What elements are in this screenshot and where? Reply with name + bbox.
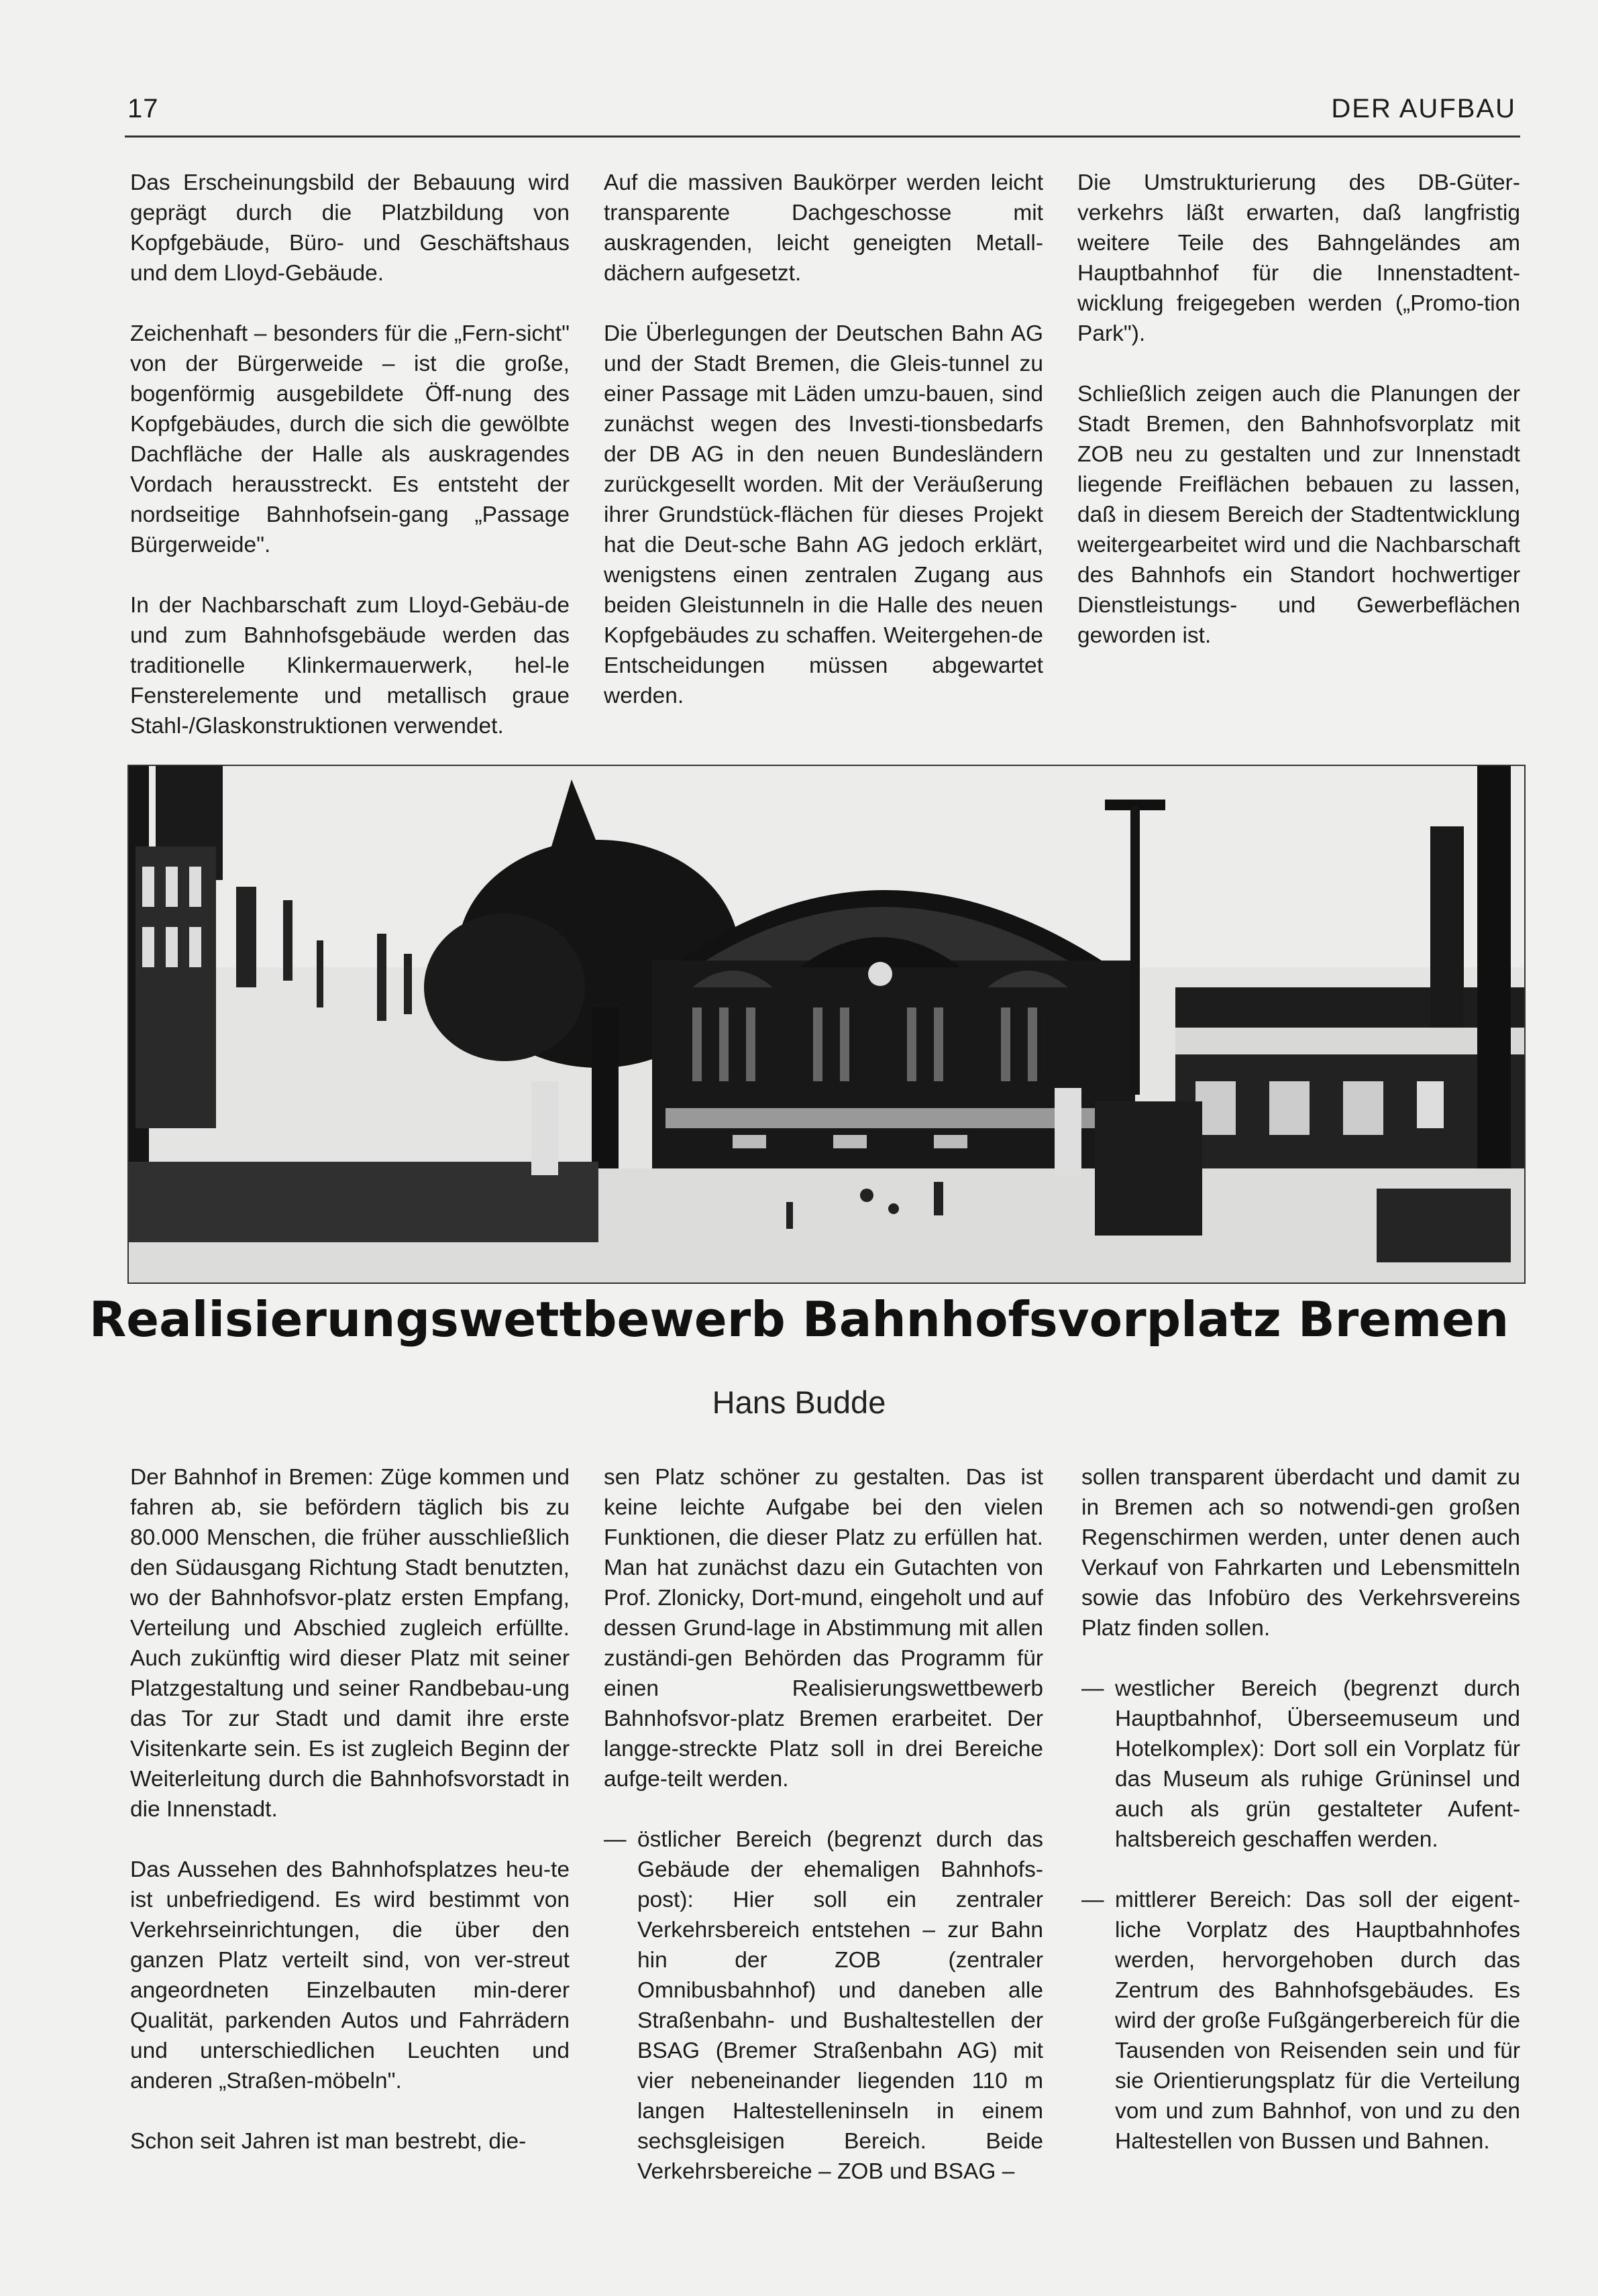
paragraph: sollen transparent überdacht und damit zu in Bremen ach so notwendi-gen großen Regenschirmen werden, unter denen auch Verkauf von Fahrkarten und Lebensmitteln sowie das Infobüro des Verkehrsvereins Platz finden sollen. xyxy=(1081,1465,1520,1641)
article-column-2 xyxy=(604,1462,1043,2217)
list-item-west: — westlicher Bereich (begrenzt durch Hauptbahnhof, Überseemuseum und Hotelkomplex): Dort soll ein Vorplatz für das Museum als ruhige Grüninsel und auch als grün gestalteter Aufent-haltsbereich geschaffen werden. xyxy=(1081,1674,1520,1855)
station-photo xyxy=(127,765,1526,1284)
paragraph: Schon seit Jahren ist man bestrebt, die- xyxy=(130,2129,527,2154)
paragraph: sen Platz schöner zu gestalten. Das ist keine leichte Aufgabe bei den vielen Funktionen, die dieser Platz zu erfüllen hat. Man hat zunächst dazu ein Gutachten von Prof. Zlonicky, Dort-mund, eingeholt und auf dessen Grund-lage in Abstimmung mit allen zuständi-gen Behörden das Programm für einen Realisierungswettbewerb Bahnhofsvor-platz Bremen erarbeitet. Der langge-streckte Platz soll in drei Bereiche aufge-teilt werden. xyxy=(604,1465,1043,1792)
paragraph: Die Umstrukturierung des DB-Güter-verkehrs läßt erwarten, daß langfristig weitere Teile des Bahngeländes am Hauptbahnhof für die Innenstadtent-wicklung freigegeben werden („Promo-tion Park"). xyxy=(1077,170,1520,346)
paragraph: Der Bahnhof in Bremen: Züge kommen und fahren ab, sie befördern täglich bis zu 80.000 Menschen, die früher ausschließlich den Südausgang Richtung Stadt benutzten, wo der Bahnhofsvor-platz ersten Empfang, Verteilung und Abschied zugleich erfüllte. Auch zukünftig wird dieser Platz mit seiner Platzgestaltung und seiner Randbebau-ung das Tor zur Stadt und damit ihre erste Visitenkarte sein. Es ist zugleich Beginn der Weiterleitung durch die Bahnhofsvorstadt in die Innenstadt. xyxy=(130,1465,570,1822)
magazine-title: DER AUFBAU xyxy=(1331,94,1516,123)
article-author: Hans Budde xyxy=(712,1384,886,1420)
area-list xyxy=(604,1824,1043,2187)
page-number: 17 xyxy=(127,94,159,123)
top-column-2 xyxy=(604,168,1043,711)
article-title: Realisierungswettbewerb Bahnhofsvorplatz Bremen xyxy=(89,1291,1509,1348)
paragraph: Auf die massiven Baukörper werden leicht transparente Dachgeschosse mit auskragenden, leicht geneigten Metall-dächern aufgesetzt. xyxy=(604,170,1043,286)
paragraph: Die Überlegungen der Deutschen Bahn AG und der Stadt Bremen, die Gleis-tunnel zu einer Passage mit Läden umzu-bauen, sind zunächst wegen des Investi-tionsbedarfs der DB AG in den neuen Bundesländern zurückgesellt worden. Mit der Veräußerung ihrer Grundstück-flächen für dieses Projekt hat die Deut-sche Bahn AG jedoch erklärt, wenigstens einen zentralen Zugang aus beiden Gleistunneln in die Halle des neuen Kopfgebäudes zu schaffen. Weitergehen-de Entscheidungen müssen abgewartet werden. xyxy=(604,321,1043,708)
bremen-station-image xyxy=(129,766,1524,1282)
area-list xyxy=(1081,1674,1520,2156)
paragraph: Zeichenhaft – besonders für die „Fern-sicht" von der Bürgerweide – ist die große, bogenförmig ausgebildete Öff-nung des Kopfgebäudes, durch die sich die gewölbte Dachfläche der Halle als auskragendes Vordach herausstreckt. Es entsteht der nordseitige Bahnhofsein-gang „Passage Bürgerweide". xyxy=(130,321,570,557)
paragraph: In der Nachbarschaft zum Lloyd-Gebäu-de und zum Bahnhofsgebäude werden das traditionelle Klinkermauerwerk, hel-le Fensterelemente und metallisch graue Stahl-/Glaskonstruktionen verwendet. xyxy=(130,593,570,739)
paragraph: Schließlich zeigen auch die Planungen der Stadt Bremen, den Bahnhofsvorplatz mit ZOB neu zu gestalten und zur Innenstadt liegende Freiflächen bebauen zu lassen, daß in diesem Bereich der Stadtentwicklung weitergearbeitet wird und die Nachbarschaft des Bahnhofs ein Standort hochwertiger Dienstleistungs- und Gewerbeflächen geworden ist. xyxy=(1077,382,1520,648)
page-header xyxy=(125,94,1520,138)
list-item-east: — östlicher Bereich (begrenzt durch das Gebäude der ehemaligen Bahnhofs-post): Hier soll ein zentraler Verkehrsbereich entstehen – zur Bahn hin der ZOB (zentraler Omnibusbahnhof) und daneben alle Straßenbahn- und Bushaltestellen der BSAG (Bremer Straßenbahn AG) mit vier nebeneinander liegenden 110 m langen Haltestelleninseln in einem sechsgleisigen Bereich. Beide Verkehrsbereiche – ZOB und BSAG – xyxy=(604,1824,1043,2187)
paragraph: Das Erscheinungsbild der Bebauung wird geprägt durch die Platzbildung von Kopfgebäude, Büro- und Geschäftshaus und dem Lloyd-Gebäude. xyxy=(130,170,570,286)
top-column-1 xyxy=(130,168,570,741)
article-column-1 xyxy=(130,1462,570,2156)
article-column-3 xyxy=(1081,1462,1520,2187)
top-column-3 xyxy=(1077,168,1520,651)
list-item-middle: — mittlerer Bereich: Das soll der eigent-liche Vorplatz des Hauptbahnhofes werden, hervorgehoben durch das Zentrum des Bahnhofsgebäudes. Es wird der große Fußgängerbereich für die Tausenden von Reisenden sein und für sie Orientierungsplatz für die Verteilung vom und zum Bahnhof, von und zu den Haltestellen von Bussen und Bahnen. xyxy=(1081,1885,1520,2156)
paragraph: Das Aussehen des Bahnhofsplatzes heu-te ist unbefriedigend. Es wird bestimmt von Verkehrseinrichtungen, die über den ganzen Platz verteilt sind, von ver-streut angeordneten Einzelbauten min-derer Qualität, parkenden Autos und Fahrrädern und unterschiedlichen Leuchten und anderen „Straßen-möbeln". xyxy=(130,1857,570,2093)
